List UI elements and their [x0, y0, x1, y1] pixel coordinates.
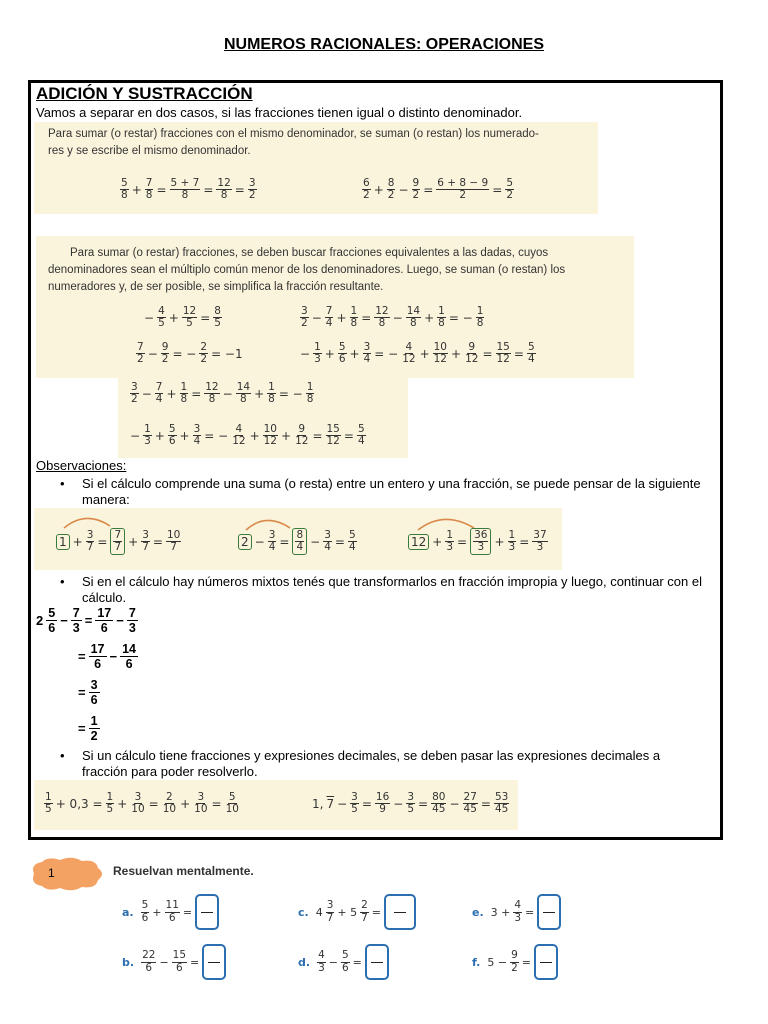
bullet-integer-plus-fraction: • Si el cálculo comprende una suma (o resta) entre un entero y una fracción, se puede pensar de la siguiente manera:: [60, 476, 701, 507]
example-same-denominator-1: $\frac{5}{8}$ + $\frac{7}{8}$ = $\frac{5 + 7}{8}$ = $\frac{12}{8}$ = $\frac{3}{2}$: [121, 177, 256, 202]
section-title: ADICIÓN Y SUSTRACCIÓN: [36, 84, 253, 103]
exercise-d-letter: d.: [298, 955, 311, 969]
mixed-step-3: = $\frac{3}{6}$: [78, 678, 98, 708]
exercise-e-letter: e.: [472, 905, 484, 919]
answer-box-f[interactable]: [534, 944, 558, 980]
example-integer-1: 1 + $\frac{3}{7}$ = $\frac{7}{7}$ + $\frac{3}{7}$ = $\frac{10}{7}$: [56, 528, 181, 555]
answer-box-e[interactable]: [537, 894, 561, 930]
answer-box-d[interactable]: [365, 944, 389, 980]
panel2-line3: numeradores y, de ser posible, se simplifica la fracción resultante.: [48, 281, 384, 293]
example-integer-3: 12 + $\frac{1}{3}$ = $\frac{36}{3}$ + $\frac{1}{3}$ = $\frac{37}{3}$: [408, 528, 548, 555]
example-diff-1: − $\frac{4}{5}$ + $\frac{12}{5}$ = $\frac{8}{5}$: [144, 305, 221, 330]
mixed-step-4: = $\frac{1}{2}$: [78, 714, 98, 744]
exercise-a-letter: a.: [122, 905, 134, 919]
exercise-c-letter: c.: [298, 905, 309, 919]
intro-text: Vamos a separar en dos casos, si las fracciones tienen igual o distinto denominador.: [36, 105, 523, 120]
bullet-mixed-numbers: • Si en el cálculo hay números mixtos tenés que transformarlos en fracción impropia y luego, continuar con el cálculo.: [60, 574, 702, 605]
bullet1-text: Si el cálculo comprende una suma (o resta) entre un entero y una fracción, se puede pensar de la siguiente manera:: [82, 476, 701, 507]
exercise-title: Resuelvan mentalmente.: [113, 864, 254, 878]
example-diff-4: − $\frac{1}{3}$ + $\frac{5}{6}$ + $\frac{3}{4}$ = − $\frac{4}{12}$ + $\frac{10}{12}$ + $\frac{9}{12}$ = $\frac{15}{12}$ = $\frac{5}{4}$: [300, 341, 535, 366]
exercise-c: c. 4 $\frac{3}{7}$ + 5 $\frac{2}{7}$ =: [298, 894, 416, 930]
bullet-decimals: • Si un cálculo tiene fracciones y expresiones decimales, se deben pasar las expresiones decimales a fracción para poder resolverlo.: [60, 748, 661, 779]
panel1-line1: Para sumar (o restar) fracciones con el mismo denominador, se suman (o restan) los numerado-: [48, 128, 539, 140]
mixed-step-2: = $\frac{17}{6}$ − $\frac{14}{6}$: [78, 642, 136, 672]
exercise-f: f. 5 − $\frac{9}{2}$ =: [472, 944, 558, 980]
exercise-b: b. $\frac{22}{6}$ − $\frac{15}{6}$ =: [122, 944, 226, 980]
exercise-badge-icon: [28, 856, 106, 892]
example-integer-2: 2 − $\frac{3}{4}$ = $\frac{8}{4}$ − $\frac{3}{4}$ = $\frac{5}{4}$: [238, 528, 357, 555]
panel2-line1: Para sumar (o restar) fracciones, se deben buscar fracciones equivalentes a las dadas, cuyos: [70, 247, 549, 259]
example-diff-5: $\frac{3}{2}$ − $\frac{7}{4}$ + $\frac{1}{8}$ = $\frac{12}{8}$ − $\frac{14}{8}$ + $\frac{1}{8}$ = − $\frac{1}{8}$: [131, 381, 314, 406]
exercise-f-letter: f.: [472, 955, 481, 969]
panel2-line2: denominadores sean el múltiplo común menor de los denominadores. Luego, se suman (o restan) los: [48, 264, 566, 276]
observations-label: Observaciones:: [36, 458, 127, 473]
example-decimal-1: $\frac{1}{5}$ + 0,3 = $\frac{1}{5}$ + $\frac{3}{10}$ = $\frac{2}{10}$ + $\frac{3}{10}$ = $\frac{5}{10}$: [45, 791, 239, 816]
answer-box-b[interactable]: [202, 944, 226, 980]
example-diff-6: − $\frac{1}{3}$ + $\frac{5}{6}$ + $\frac{3}{4}$ = − $\frac{4}{12}$ + $\frac{10}{12}$ + $\frac{9}{12}$ = $\frac{15}{12}$ = $\frac{5}{4}$: [130, 423, 365, 448]
panel1-line2: res y se escribe el mismo denominador.: [48, 145, 251, 157]
example-diff-3: $\frac{7}{2}$ − $\frac{9}{2}$ = − $\frac{2}{2}$ = −1: [137, 341, 243, 366]
exercise-number: 1: [48, 866, 55, 880]
exercise-e: e. 3 + $\frac{4}{3}$ =: [472, 894, 561, 930]
exercise-a: a. $\frac{5}{6}$ + $\frac{11}{6}$ =: [122, 894, 219, 930]
exercise-d: d. $\frac{4}{3}$ − $\frac{5}{6}$ =: [298, 944, 389, 980]
example-diff-2: $\frac{3}{2}$ − $\frac{7}{4}$ + $\frac{1}{8}$ = $\frac{12}{8}$ − $\frac{14}{8}$ + $\frac{1}{8}$ = − $\frac{1}{8}$: [301, 305, 484, 330]
bullet2-text: Si en el cálculo hay números mixtos tenés que transformarlos en fracción impropia y luego, continuar con el cálculo.: [82, 574, 702, 605]
answer-box-c[interactable]: [384, 894, 416, 930]
example-decimal-2: 1, 7 − $\frac{3}{5}$ = $\frac{16}{9}$ − $\frac{3}{5}$ = $\frac{80}{45}$ − $\frac{27}{45}$ = $\frac{53}{45}$: [312, 791, 509, 816]
answer-box-a[interactable]: [195, 894, 219, 930]
exercise-b-letter: b.: [122, 955, 135, 969]
mixed-step-1: 2 5 6 − $\frac{7}{3}$ = $\frac{17}{6}$ − $\frac{7}{3}$: [36, 606, 136, 636]
example-same-denominator-2: $\frac{6}{2}$ + $\frac{8}{2}$ − $\frac{9}{2}$ = $\frac{6 + 8 - 9}{2}$ = $\frac{5}{2}$: [363, 177, 513, 202]
page-title: NUMEROS RACIONALES: OPERACIONES: [223, 36, 545, 53]
bullet3-text: Si un cálculo tiene fracciones y expresiones decimales, se deben pasar las expresiones decimales a fracción para poder resolverlo.: [82, 748, 661, 779]
